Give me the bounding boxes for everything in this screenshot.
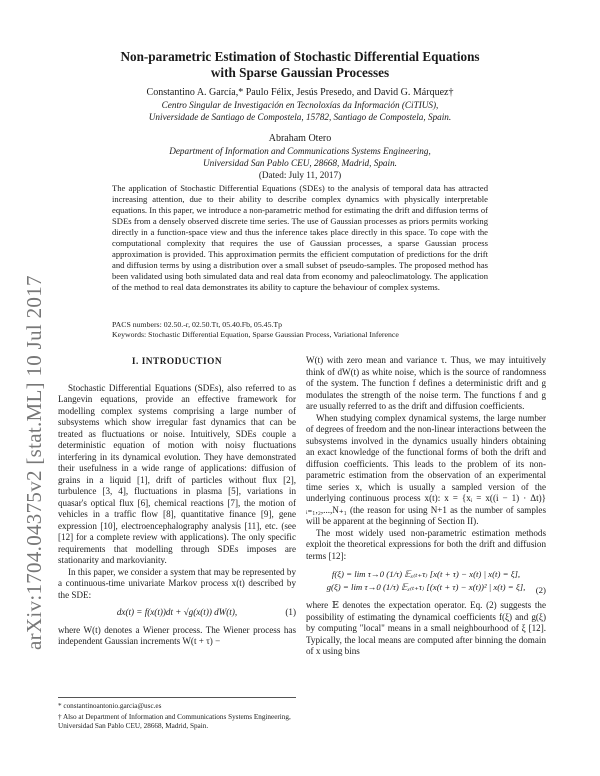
equation-1-number: (1) (285, 607, 296, 617)
arxiv-stamp (14, 150, 44, 650)
title-line-1: Non-parametric Estimation of Stochastic Differential Equations (120, 49, 480, 64)
col1-paragraph-2: In this paper, we consider a system that may be represented by a continuous-time univariate Markov process x(t) described by the SDE: (58, 566, 296, 600)
col2-paragraph-1: W(t) with zero mean and variance τ. Thus, we may intuitively think of dW(t) as white noise, which is the source of randomness of the system. The function f defines a deterministic drift and g modulates the strength of the noise term. The functions f and g are usually referred to as the drift and diffusion coefficients. (306, 355, 546, 411)
left-column (58, 355, 296, 648)
footnote-email: * constantinoantonio.garcia@usc.es (58, 702, 162, 710)
equation-1 (58, 607, 296, 619)
abstract-text: The application of Stochastic Differential Equations (SDEs) to the analysis of temporal data has attracted increasing attention, due to their ability to describe complex dynamics with physically interpretable equations. In this paper, we introduce a non-parametric method for estimating the drift and diffusion terms of SDEs from a densely observed discrete time series. The use of Gaussian processes as priors permits working directly in a function-space view and thus the inference takes place directly in this space. To cope with the computational complexity that requires the use of Gaussian processes, a sparse Gaussian process approximation is provided. This approximation permits the efficient computation of predictions for the drift and diffusion terms by using a distribution over a small subset of pseudo-samples. The proposed method has been validated using both simulated data and real data from economy and paleoclimatology. The application of the method to real data demonstrates its ability to capture the behaviour of complex systems. (112, 183, 488, 292)
equation-2-drift: f(ξ) = lim τ→0 (1/τ) 𝔼ₓ₍ₜ₊τ₎ [x(t + τ) − x(t) | x(t) = ξ], (331, 569, 521, 579)
affiliation-2-line-1: Department of Information and Communications Systems Engineering, (169, 146, 431, 156)
col2-paragraph-4: where 𝔼 denotes the expectation operator. Eq. (2) suggests the possibility of estimating the dynamical coefficients f(ξ) and g(ξ) by computing "local" means in a small neighbourhood of ξ [12]. Typically, the local means are computed after binning the domain of x using bins (306, 600, 546, 656)
equation-1-body: dx(t) = f(x(t))dt + √g(x(t)) dW(t), (116, 607, 238, 617)
author-2: Abraham Otero (268, 133, 332, 144)
affiliation-1-line-1: Centro Singular de Investigación en Tecnoloxías da Información (CiTIUS), (161, 100, 439, 110)
col1-paragraph-3: where W(t) denotes a Wiener process. The Wiener process has independent Gaussian increments W(t + τ) − (58, 624, 296, 646)
col1-paragraph-1: Stochastic Differential Equations (SDEs), also referred to as Langevin equations, provide an effective framework for modelling complex systems comprising a large number of subsystems which show irregular fast dynamics that can be treated as fluctuations or noise. Intuitively, SDEs couple a deterministic equation of motion with noisy fluctuations interfering in its dynamical evolution. They have demonstrated their usefulness in a wide range of applications: diffusion of grains in a liquid [1], drift of particles without flux [2], turbulence [3, 4], fluctuations in plasma [5], variations in quasar's optical flux [6], chemical reactions [7], the motion of vehicles in a traffic flow [8], quantitative finance [9], gene expression [10], electroencephalography analysis [11], etc. (see [12] for a complete review with applications). The only specific requirements that modelling through SDEs imposes are stationarity and markovianity. (58, 382, 296, 565)
affiliation-2-line-2: Universidad San Pablo CEU, 28668, Madrid, Spain. (203, 158, 397, 168)
footnote-affiliation: † Also at Department of Information and Communications Systems Engineering, Universidad San Pablo CEU, 28668, Madrid, Spain. (58, 712, 291, 730)
authors-line: Constantino A. García,* Paulo Félix, Jesús Presedo, and David G. Márquez† (146, 87, 454, 98)
col2-paragraph-2: When studying complex dynamical systems, the large number of degrees of freedom and the non-linear interactions between the subsystems involved in the dynamics usually hinders obtaining an exact knowledge of the functional forms of both the drift and diffusion coefficients. This leads to the problem of its non-parametric estimation from the observation of an experimental time series x, which is usually a sampled version of the underlying continuous process x(t): x = {xᵢ = x((i − 1) · Δt)}ᵢ₌₁,₂,...,N₊₁ (the reason for using N+1 as the number of samples will be apparent at the beginning of Section II). (306, 412, 546, 526)
title-line-2: with Sparse Gaussian Processes (210, 65, 390, 80)
section-heading: I. INTRODUCTION (131, 357, 223, 367)
author-block (60, 87, 540, 181)
arxiv-stamp-text: arXiv:1704.04375v2 [stat.ML] 10 Jul 2017 (22, 275, 46, 650)
equation-2-number: (2) (535, 585, 546, 595)
equation-2-diffusion: g(ξ) = lim τ→0 (1/τ) 𝔼ₓ₍ₜ₊τ₎ [(x(t + τ) − x(t))² | x(t) = ξ], (326, 582, 526, 592)
col2-paragraph-3: The most widely used non-parametric estimation methods exploit the theoretical expressions for both the drift and diffusion terms [12]: (306, 527, 546, 561)
keywords: Keywords: Stochastic Differential Equation, Sparse Gaussian Process, Variational Inference (112, 330, 399, 339)
abstract (112, 183, 488, 293)
affiliation-1-line-2: Universidade de Santiago de Compostela, 15782, Santiago de Compostela, Spain. (148, 112, 452, 122)
paper-title (90, 49, 510, 81)
dated-line: (Dated: July 11, 2017) (258, 170, 342, 180)
right-column (306, 355, 546, 658)
equation-2 (306, 568, 546, 594)
pacs-block (112, 320, 488, 340)
pacs-numbers: PACS numbers: 02.50.-r, 02.50.Tt, 05.40.Fb, 05.45.Tp (112, 320, 283, 329)
footnotes (58, 697, 296, 733)
